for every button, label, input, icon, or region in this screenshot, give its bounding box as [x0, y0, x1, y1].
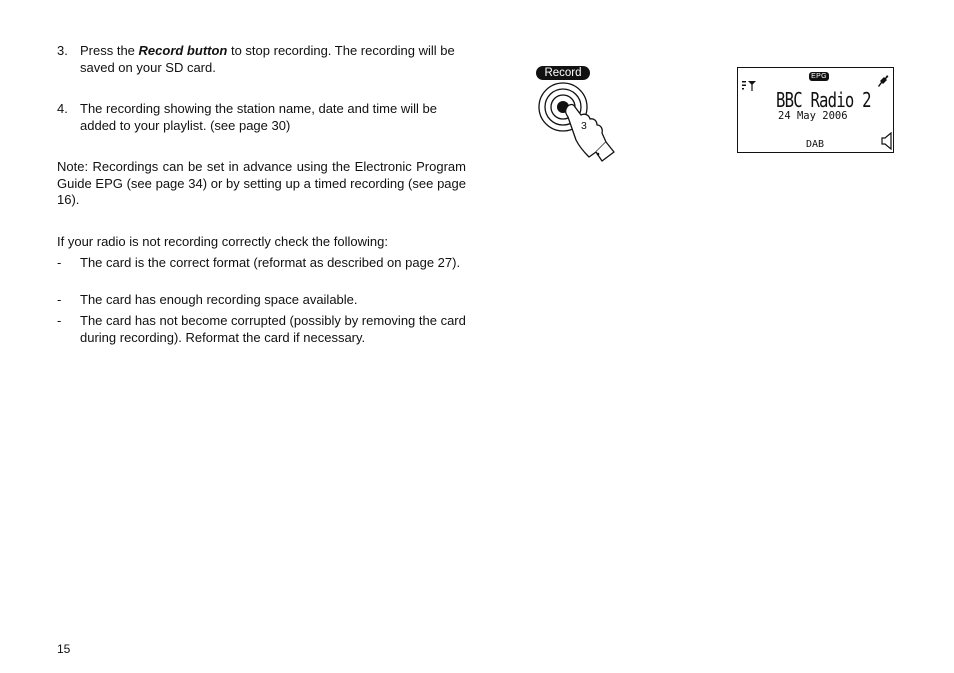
epg-badge: EPG: [809, 72, 829, 81]
radio-display: [737, 67, 894, 153]
step-4: [57, 101, 466, 134]
callout-number: 3: [581, 120, 587, 132]
record-button-illustration: [532, 82, 622, 164]
power-plug-icon: [877, 75, 889, 89]
note-paragraph: Note: Recordings can be set in advance using the Electronic Program Guide EPG (see page 34) or by setting up a timed recording (see page 16).: [57, 159, 466, 207]
display-date: 24 May 2006: [778, 110, 848, 122]
bullet-dash: -: [57, 313, 62, 328]
checklist-item: [57, 313, 466, 346]
page-number: 15: [57, 642, 71, 656]
station-name: BBC Radio 2: [776, 88, 871, 112]
step-text: Press the Record button to stop recording. The recording will be saved on your SD card.: [80, 43, 455, 75]
step-number: 4.: [57, 101, 68, 116]
step-3: [57, 43, 466, 76]
record-label: Record: [536, 66, 590, 80]
record-button-emphasis: Record button: [138, 43, 228, 58]
bullet-dash: -: [57, 255, 62, 270]
step-number: 3.: [57, 43, 68, 58]
signal-strength-icon: [742, 80, 756, 92]
speaker-icon: [881, 132, 893, 150]
checklist-item: [57, 255, 466, 272]
checklist-text: The card is the correct format (reformat as described on page 27).: [80, 255, 461, 270]
checklist-text: The card has not become corrupted (possibly by removing the card during recording). Reformat the card if necessary.: [80, 313, 466, 345]
checklist-item: [57, 292, 466, 309]
bullet-dash: -: [57, 292, 62, 307]
band-mode: DAB: [806, 139, 825, 150]
check-intro: If your radio is not recording correctly check the following:: [57, 234, 388, 249]
step-text: The recording showing the station name, date and time will be added to your playlist. (see page 30): [80, 101, 437, 133]
checklist-text: The card has enough recording space available.: [80, 292, 358, 307]
pointing-hand-icon: [566, 105, 614, 161]
